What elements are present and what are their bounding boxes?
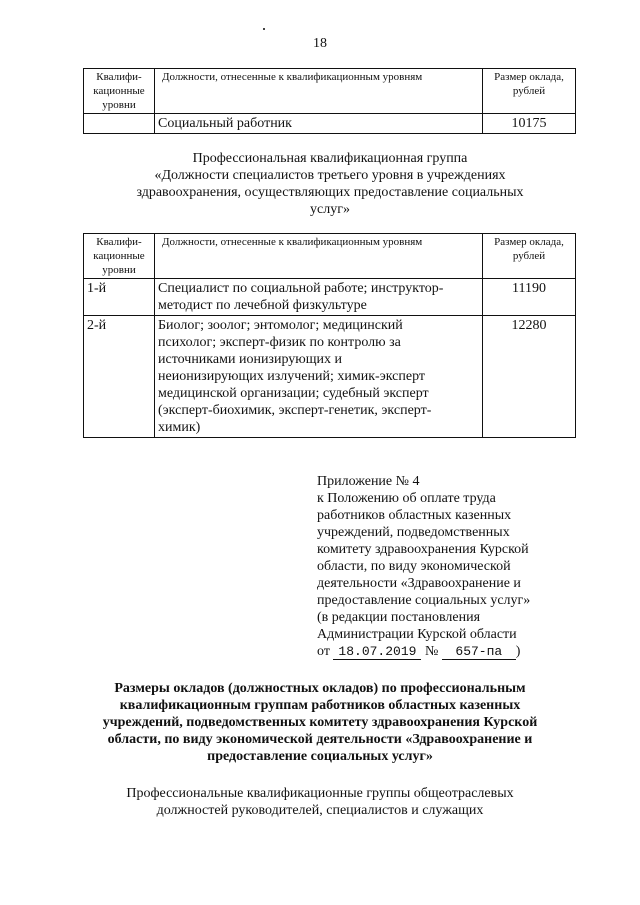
main-title: Размеры окладов (должностных окладов) по профессиональным квалификационным группам работников областных казенных учреждений, подведомственных комитету здравоохранения Курской области, по виду экономической деятельности «Здравоохранение и предоставление социальных услуг» [102, 681, 538, 764]
header-positions: Должности, отнесенные к квалификационным уровням [155, 234, 483, 279]
date-field: 18.07.2019 [333, 645, 421, 660]
table-row [84, 279, 576, 316]
appendix-line: к Положению об оплате труда [317, 491, 496, 506]
number-field: 657-па [442, 645, 516, 660]
cell-salary: 12280 [483, 316, 576, 438]
header-level: Квалифи- кационные уровни [84, 69, 155, 114]
header-level: Квалифи- кационные уровни [84, 234, 155, 279]
number-prefix: № [424, 644, 439, 659]
closing-paren: ) [515, 644, 521, 659]
cell-salary: 11190 [483, 279, 576, 316]
date-prefix: от [317, 644, 330, 659]
appendix-line: учреждений, подведомственных [317, 525, 510, 540]
cell-salary: 10175 [483, 114, 576, 134]
appendix-line: работников областных казенных [317, 508, 512, 523]
header-salary: Размер оклада, рублей [483, 234, 576, 279]
appendix-block [317, 473, 587, 660]
appendix-line: предоставление социальных услуг» [317, 593, 531, 608]
scan-speck [263, 28, 265, 30]
appendix-line: Приложение № 4 [317, 474, 420, 489]
header-positions: Должности, отнесенные к квалификационным уровням [155, 69, 483, 114]
group-title-third-level: Профессиональная квалификационная группа «Должности специалистов третьего уровня в учреждениях здравоохранения, осуществляющих предоставление социальных услуг» [136, 151, 524, 217]
salary-table-social-worker [83, 68, 576, 134]
appendix-line: деятельности «Здравоохранение и [317, 576, 521, 591]
appendix-line: комитету здравоохранения Курской [317, 542, 529, 557]
cell-level: 1-й [84, 279, 155, 316]
header-salary: Размер оклада, рублей [483, 69, 576, 114]
cell-positions: Социальный работник [155, 114, 483, 134]
page-number: 18 [313, 36, 327, 51]
cell-positions: Специалист по социальной работе; инструктор- методист по лечебной физкультуре [155, 279, 483, 316]
appendix-line: (в редакции постановления [317, 610, 481, 625]
cell-level [84, 114, 155, 134]
table-row [84, 316, 576, 438]
cell-level: 2-й [84, 316, 155, 438]
table-row [84, 114, 576, 134]
salary-table-third-level [83, 233, 576, 438]
appendix-date-line [317, 643, 587, 660]
appendix-line: области, по виду экономической [317, 559, 511, 574]
table-header-row [84, 69, 576, 114]
cell-positions: Биолог; зоолог; энтомолог; медицинский психолог; эксперт-физик по контролю за источниками ионизирующих и неионизирующих излучений; химик-эксперт медицинской организации; судебный эксперт (эксперт-биохимик, эксперт-генетик, эксперт- химик) [155, 316, 483, 438]
table-header-row [84, 234, 576, 279]
appendix-line: Администрации Курской области [317, 627, 517, 642]
subtitle: Профессиональные квалификационные группы общеотраслевых должностей руководителей, специалистов и служащих [126, 786, 514, 818]
